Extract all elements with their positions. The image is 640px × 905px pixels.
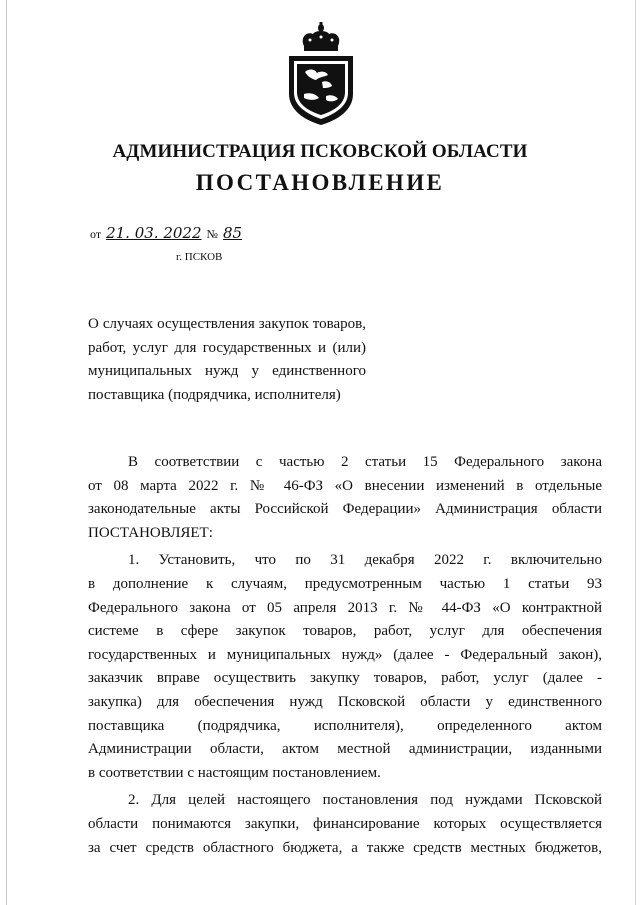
body-line: поставщика (подрядчика, исполнителя), определенного актом xyxy=(88,717,602,734)
body-line: ПОСТАНОВЛЯЕТ: xyxy=(88,524,213,541)
handwritten-date: 21. 03. 2022 xyxy=(106,224,202,242)
subject-line: поставщика (подрядчика, исполнителя) xyxy=(88,386,341,403)
subject-line: работ, услуг для государственных и (или) xyxy=(88,339,366,356)
handwritten-number: 85 xyxy=(222,224,243,242)
document-body xyxy=(88,451,602,864)
preamble-paragraph xyxy=(88,451,602,545)
body-line: системе в сфере закупок товаров, работ, услуг для обеспечения xyxy=(88,623,602,640)
body-line: в дополнение к случаям, предусмотренным частью 1 статьи 93 xyxy=(88,575,602,592)
body-line: заказчик вправе осуществить закупку товаров, работ, услуг (далее - xyxy=(88,670,602,687)
subject-line: муниципальных нужд у единственного xyxy=(88,363,366,379)
number-prefix: № xyxy=(206,227,218,241)
body-line: за счет средств областного бюджета, а также средств местных бюджетов, xyxy=(88,839,602,856)
item-2-paragraph xyxy=(88,789,602,860)
body-line: области понимаются закупки, финансирование которых осуществляется xyxy=(88,815,602,832)
date-prefix: от xyxy=(90,227,102,241)
organization-title: АДМИНИСТРАЦИЯ ПСКОВСКОЙ ОБЛАСТИ xyxy=(112,141,528,162)
crown-icon xyxy=(303,22,340,51)
body-line: государственных и муниципальных нужд» (далее - Федеральный закон), xyxy=(88,646,602,663)
body-line: от 08 марта 2022 г. № 46-ФЗ «О внесении изменений в отдельные xyxy=(88,477,602,494)
subject-line: О случаях осуществления закупок товаров, xyxy=(88,316,366,332)
item-1-paragraph xyxy=(88,549,602,785)
body-line: В соответствии с частью 2 статьи 15 Федерального закона xyxy=(128,454,602,470)
coat-of-arms-emblem xyxy=(286,22,356,126)
body-line: в соответствии с настоящим постановлением. xyxy=(88,764,381,781)
body-line: 2. Для целей настоящего постановления под нуждами Псковской xyxy=(128,792,602,809)
scan-edge-right xyxy=(635,0,636,905)
body-line: законодательные акты Российской Федерации» Администрация области xyxy=(88,501,602,518)
body-line: Администрации области, актом местной администрации, изданными xyxy=(88,741,602,758)
body-line: закупка) для обеспечения нужд Псковской области у единственного xyxy=(88,693,602,710)
document-type-title: ПОСТАНОВЛЕНИЕ xyxy=(195,170,445,195)
document-subject xyxy=(88,313,366,407)
city-label: г. ПСКОВ xyxy=(176,251,223,263)
scan-edge-left xyxy=(6,0,7,905)
body-line: 1. Установить, что по 31 декабря 2022 г. включительно xyxy=(128,552,602,569)
body-line: Федерального закона от 05 апреля 2013 г. № 44-ФЗ «О контрактной xyxy=(88,599,602,616)
registration-line xyxy=(90,224,283,242)
